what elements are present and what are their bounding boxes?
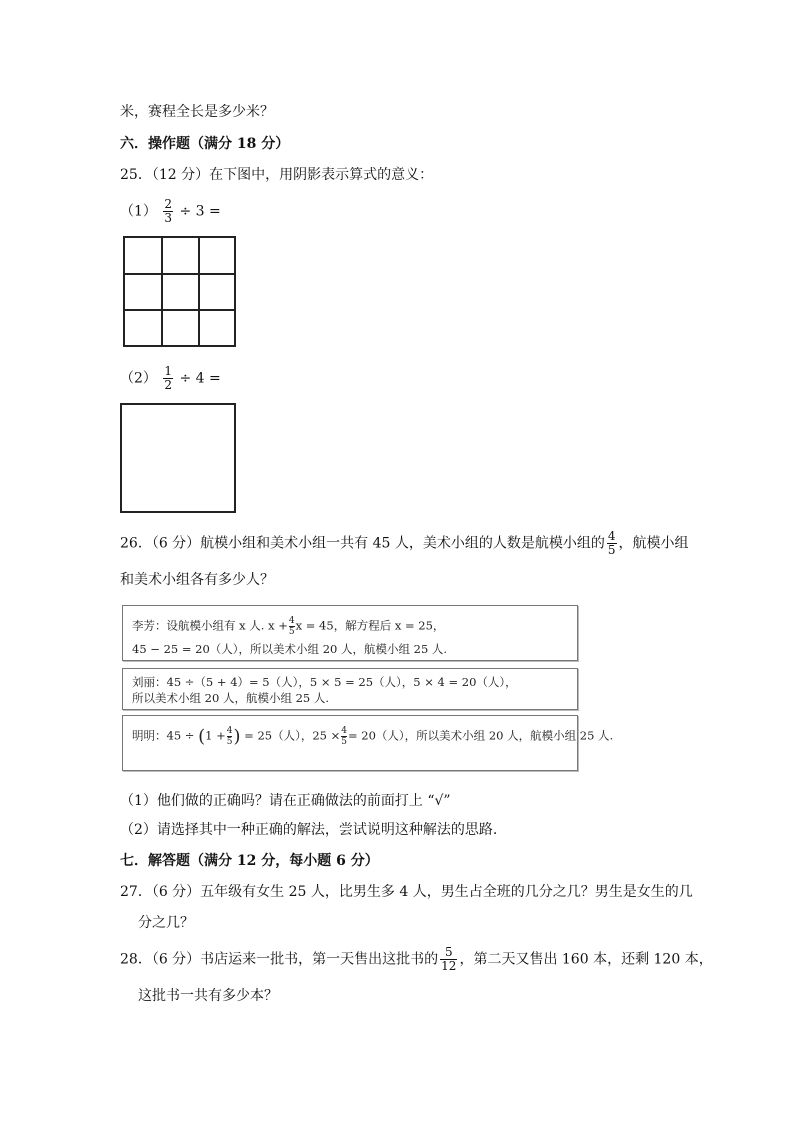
q26-frac-num: 4	[607, 529, 616, 543]
mingming-frac2-num: 4	[341, 726, 347, 736]
q25-part2-fraction	[163, 365, 173, 392]
q28-line1	[120, 946, 713, 973]
q26-stem-line1	[120, 530, 689, 557]
lifang-frac-den: 5	[288, 627, 295, 637]
grid-3x3[interactable]	[123, 236, 236, 347]
mingming-text-c: = 20（人），所以美术小组 20 人，航模小组 25 人.	[348, 728, 614, 743]
q25-part2-den: 2	[164, 378, 173, 392]
q25-part1-fraction	[163, 198, 173, 225]
q26-stem-text: 26．（6 分）航模小组和美术小组一共有 45 人，美术小组的人数是航模小组的	[120, 535, 605, 552]
mingming-frac-num: 4	[226, 726, 233, 736]
section6-title: 六．操作题（满分 18 分）	[120, 136, 290, 152]
mingming-line	[132, 726, 613, 747]
q25-stem: 25．（12 分）在下图中，用阴影表示算式的意义：	[120, 167, 434, 183]
q25-part2-tail: ÷ 4 =	[179, 370, 221, 387]
grid-line	[161, 238, 163, 345]
q28-fraction	[440, 946, 457, 973]
q25-part1-num: 2	[164, 197, 173, 211]
q26-sub1: （1）他们做的正确吗？请在正确做法的前面打上 “√”	[120, 793, 451, 809]
blank-square[interactable]	[120, 403, 236, 513]
mingming-fraction	[227, 726, 233, 747]
lifang-text-b: x = 45，解方程后 x = 25，	[295, 618, 445, 633]
q25-part1	[120, 198, 221, 225]
grid-line	[198, 238, 200, 345]
mingming-paren-text: 1 +	[205, 728, 226, 743]
q28-text-b: ，第二天又售出 160 本，还剩 120 本，	[459, 951, 713, 968]
lifang-fraction	[289, 616, 295, 637]
mingming-text-b: = 25（人），25 ×	[244, 728, 341, 743]
liuli-line1: 刘丽：45 ÷（5 + 4）= 5（人），5 × 5 = 25（人），5 × 4 = 20（人），	[132, 675, 517, 689]
q26-frac-den: 5	[607, 543, 616, 557]
q25-part2	[120, 365, 221, 392]
q28-frac-num: 5	[440, 946, 457, 960]
left-paren: (	[198, 726, 206, 747]
q28-frac-den: 12	[441, 959, 457, 973]
q28-text-a: 28．（6 分）书店运来一批书，第一天售出这批书的	[120, 951, 439, 968]
grid-line	[125, 273, 234, 275]
q26-sub2: （2）请选择其中一种正确的解法，尝试说明这种解法的思路.	[120, 822, 498, 838]
q25-part1-label: （1）	[120, 203, 157, 220]
q26-stem-line2: 和美术小组各有多少人？	[120, 572, 274, 588]
q25-part1-den: 3	[164, 211, 173, 225]
lifang-text-a: 李芳：设航模小组有 x 人. x +	[132, 618, 288, 633]
lifang-line2: 45 − 25 = 20（人），所以美术小组 20 人，航模小组 25 人.	[132, 642, 448, 656]
q28-line2: 这批书一共有多少本？	[138, 988, 278, 1004]
right-paren: )	[233, 726, 241, 747]
q27-line2: 分之几？	[138, 915, 194, 931]
grid-line	[125, 309, 234, 311]
q26-fraction	[607, 530, 617, 557]
mingming-frac-den: 5	[226, 737, 233, 747]
mingming-text-a: 明明：45 ÷	[132, 728, 195, 743]
section7-title: 七．解答题（满分 12 分，每小题 6 分）	[120, 853, 379, 869]
lifang-frac-num: 4	[288, 616, 295, 626]
q25-part2-num: 1	[164, 364, 173, 378]
q25-part2-label: （2）	[120, 370, 157, 387]
q26-stem-tail: ，航模小组	[618, 535, 689, 552]
liuli-line2: 所以美术小组 20 人，航模小组 25 人.	[132, 691, 330, 705]
mingming-frac2-den: 5	[341, 737, 347, 747]
mingming-fraction-2	[341, 726, 347, 747]
q27-line1: 27．（6 分）五年级有女生 25 人，比男生多 4 人，男生占全班的几分之几？男生是女生的几	[120, 884, 693, 900]
intro-line: 米，赛程全长是多少米？	[120, 104, 274, 120]
q25-part1-tail: ÷ 3 =	[179, 203, 221, 220]
lifang-line1	[132, 616, 444, 637]
